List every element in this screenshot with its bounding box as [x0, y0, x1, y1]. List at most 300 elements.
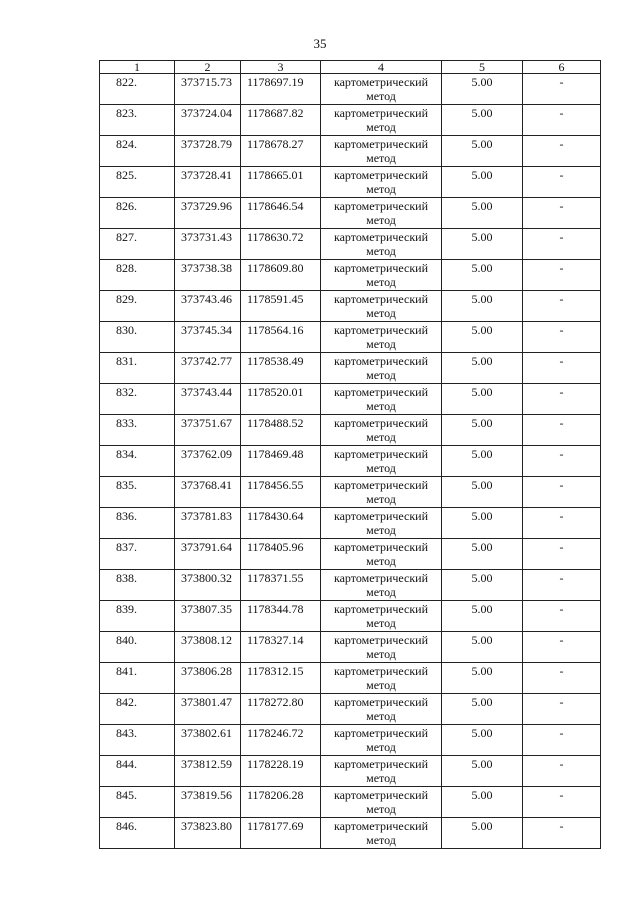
accuracy-cell	[442, 818, 523, 849]
note-cell	[523, 508, 601, 539]
x-coordinate-cell-text: 373781.83	[181, 509, 232, 523]
method-cell-text: картометрический	[333, 168, 429, 182]
method-cell	[321, 415, 442, 446]
note-cell	[523, 446, 601, 477]
point-number-cell-text: 842.	[116, 695, 137, 709]
x-coordinate-cell-text: 373715.73	[181, 75, 232, 89]
accuracy-cell	[442, 570, 523, 601]
accuracy-cell-text: 5.00	[471, 540, 493, 554]
y-coordinate-cell	[241, 508, 321, 539]
y-coordinate-cell-text: 1178646.54	[247, 199, 304, 213]
point-number-cell-text: 830.	[116, 323, 137, 337]
table-row	[100, 477, 601, 508]
y-coordinate-cell	[241, 415, 321, 446]
header-col-2: 2	[175, 61, 241, 74]
x-coordinate-cell-text: 373807.35	[181, 602, 232, 616]
point-number-cell-text: 838.	[116, 571, 137, 585]
note-cell	[523, 229, 601, 260]
method-cell-text: картометрический	[333, 199, 429, 213]
y-coordinate-cell-text: 1178687.82	[247, 106, 304, 120]
x-coordinate-cell	[175, 601, 241, 632]
x-coordinate-cell-text: 373768.41	[181, 478, 232, 492]
point-number-cell-text: 844.	[116, 757, 137, 771]
x-coordinate-cell-text: 373743.44	[181, 385, 232, 399]
point-number-cell	[100, 105, 175, 136]
method-cell-text: метод	[366, 368, 396, 382]
accuracy-cell	[442, 663, 523, 694]
y-coordinate-cell	[241, 570, 321, 601]
x-coordinate-cell	[175, 539, 241, 570]
point-number-cell	[100, 353, 175, 384]
x-coordinate-cell-text: 373812.59	[181, 757, 232, 771]
point-number-cell	[100, 725, 175, 756]
x-coordinate-cell-text: 373801.47	[181, 695, 232, 709]
x-coordinate-cell-text: 373823.80	[181, 819, 232, 833]
x-coordinate-cell	[175, 384, 241, 415]
method-cell	[321, 260, 442, 291]
x-coordinate-cell-text: 373819.56	[181, 788, 232, 802]
x-coordinate-cell	[175, 632, 241, 663]
method-cell-text: картометрический	[333, 323, 429, 337]
method-cell-text: картометрический	[333, 75, 429, 89]
accuracy-cell	[442, 229, 523, 260]
point-number-cell-text: 823.	[116, 106, 137, 120]
method-cell-text: метод	[366, 89, 396, 103]
accuracy-cell	[442, 105, 523, 136]
accuracy-cell	[442, 477, 523, 508]
point-number-cell	[100, 539, 175, 570]
y-coordinate-cell-text: 1178697.19	[247, 75, 304, 89]
x-coordinate-cell	[175, 694, 241, 725]
point-number-cell	[100, 322, 175, 353]
y-coordinate-cell	[241, 446, 321, 477]
x-coordinate-cell	[175, 260, 241, 291]
x-coordinate-cell-text: 373742.77	[181, 354, 232, 368]
table-row	[100, 725, 601, 756]
x-coordinate-cell-text: 373745.34	[181, 323, 232, 337]
note-cell-text: -	[559, 819, 564, 833]
y-coordinate-cell-text: 1178246.72	[247, 726, 304, 740]
y-coordinate-cell-text: 1178272.80	[247, 695, 304, 709]
accuracy-cell	[442, 601, 523, 632]
accuracy-cell-text: 5.00	[471, 478, 493, 492]
accuracy-cell-text: 5.00	[471, 75, 493, 89]
table-row	[100, 756, 601, 787]
note-cell	[523, 694, 601, 725]
point-number-cell	[100, 663, 175, 694]
point-number-cell	[100, 818, 175, 849]
note-cell	[523, 167, 601, 198]
accuracy-cell	[442, 322, 523, 353]
y-coordinate-cell	[241, 539, 321, 570]
accuracy-cell-text: 5.00	[471, 633, 493, 647]
y-coordinate-cell-text: 1178371.55	[247, 571, 304, 585]
y-coordinate-cell	[241, 632, 321, 663]
point-number-cell	[100, 198, 175, 229]
note-cell-text: -	[559, 509, 564, 523]
note-cell	[523, 74, 601, 105]
y-coordinate-cell-text: 1178312.15	[247, 664, 304, 678]
note-cell-text: -	[559, 788, 564, 802]
point-number-cell	[100, 291, 175, 322]
table-row	[100, 291, 601, 322]
header-col-3: 3	[241, 61, 321, 74]
point-number-cell-text: 829.	[116, 292, 137, 306]
point-number-cell-text: 839.	[116, 602, 137, 616]
method-cell-text: метод	[366, 833, 396, 847]
note-cell	[523, 632, 601, 663]
method-cell-text: картометрический	[333, 726, 429, 740]
point-number-cell-text: 833.	[116, 416, 137, 430]
method-cell-text: метод	[366, 802, 396, 816]
coordinates-table	[99, 60, 601, 849]
y-coordinate-cell-text: 1178456.55	[247, 478, 304, 492]
note-cell-text: -	[559, 726, 564, 740]
method-cell-text: картометрический	[333, 819, 429, 833]
y-coordinate-cell-text: 1178488.52	[247, 416, 304, 430]
table-row	[100, 787, 601, 818]
y-coordinate-cell-text: 1178405.96	[247, 540, 304, 554]
method-cell-text: картометрический	[333, 230, 429, 244]
table-body	[100, 74, 601, 849]
point-number-cell	[100, 136, 175, 167]
x-coordinate-cell	[175, 818, 241, 849]
method-cell	[321, 601, 442, 632]
x-coordinate-cell-text: 373731.43	[181, 230, 232, 244]
method-cell	[321, 663, 442, 694]
method-cell-text: метод	[366, 678, 396, 692]
method-cell-text: метод	[366, 647, 396, 661]
x-coordinate-cell	[175, 74, 241, 105]
header-col-1: 1	[100, 61, 175, 74]
y-coordinate-cell	[241, 74, 321, 105]
y-coordinate-cell	[241, 353, 321, 384]
accuracy-cell	[442, 136, 523, 167]
x-coordinate-cell-text: 373802.61	[181, 726, 232, 740]
y-coordinate-cell	[241, 663, 321, 694]
method-cell-text: картометрический	[333, 602, 429, 616]
x-coordinate-cell	[175, 198, 241, 229]
note-cell	[523, 601, 601, 632]
method-cell-text: картометрический	[333, 447, 429, 461]
accuracy-cell	[442, 787, 523, 818]
x-coordinate-cell-text: 373738.38	[181, 261, 232, 275]
method-cell-text: картометрический	[333, 261, 429, 275]
accuracy-cell	[442, 539, 523, 570]
method-cell-text: метод	[366, 554, 396, 568]
method-cell-text: картометрический	[333, 137, 429, 151]
method-cell	[321, 136, 442, 167]
method-cell-text: метод	[366, 306, 396, 320]
method-cell-text: картометрический	[333, 478, 429, 492]
point-number-cell	[100, 508, 175, 539]
method-cell-text: картометрический	[333, 540, 429, 554]
note-cell	[523, 756, 601, 787]
note-cell-text: -	[559, 633, 564, 647]
x-coordinate-cell-text: 373724.04	[181, 106, 232, 120]
point-number-cell	[100, 756, 175, 787]
accuracy-cell-text: 5.00	[471, 819, 493, 833]
y-coordinate-cell	[241, 477, 321, 508]
table-row	[100, 694, 601, 725]
y-coordinate-cell	[241, 601, 321, 632]
note-cell-text: -	[559, 106, 564, 120]
point-number-cell	[100, 260, 175, 291]
table-row	[100, 570, 601, 601]
page-number: 35	[313, 36, 327, 51]
note-cell-text: -	[559, 757, 564, 771]
y-coordinate-cell	[241, 291, 321, 322]
method-cell-text: картометрический	[333, 695, 429, 709]
note-cell-text: -	[559, 168, 564, 182]
y-coordinate-cell-text: 1178665.01	[247, 168, 304, 182]
accuracy-cell-text: 5.00	[471, 416, 493, 430]
y-coordinate-cell-text: 1178469.48	[247, 447, 304, 461]
note-cell-text: -	[559, 199, 564, 213]
point-number-cell-text: 832.	[116, 385, 137, 399]
method-cell	[321, 539, 442, 570]
table-header-row	[100, 61, 601, 74]
accuracy-cell	[442, 291, 523, 322]
method-cell-text: метод	[366, 523, 396, 537]
note-cell	[523, 198, 601, 229]
note-cell-text: -	[559, 261, 564, 275]
method-cell-text: метод	[366, 120, 396, 134]
table-row	[100, 198, 601, 229]
note-cell-text: -	[559, 416, 564, 430]
point-number-cell	[100, 384, 175, 415]
table-row	[100, 508, 601, 539]
x-coordinate-cell	[175, 725, 241, 756]
method-cell	[321, 229, 442, 260]
point-number-cell-text: 836.	[116, 509, 137, 523]
point-number-cell-text: 834.	[116, 447, 137, 461]
note-cell-text: -	[559, 695, 564, 709]
y-coordinate-cell-text: 1178206.28	[247, 788, 304, 802]
method-cell-text: картометрический	[333, 571, 429, 585]
method-cell	[321, 322, 442, 353]
method-cell	[321, 167, 442, 198]
y-coordinate-cell-text: 1178538.49	[247, 354, 304, 368]
method-cell-text: метод	[366, 492, 396, 506]
method-cell-text: метод	[366, 461, 396, 475]
note-cell-text: -	[559, 478, 564, 492]
method-cell-text: метод	[366, 182, 396, 196]
method-cell-text: картометрический	[333, 416, 429, 430]
point-number-cell	[100, 167, 175, 198]
x-coordinate-cell	[175, 477, 241, 508]
accuracy-cell	[442, 74, 523, 105]
table-row	[100, 632, 601, 663]
accuracy-cell-text: 5.00	[471, 788, 493, 802]
table-row	[100, 539, 601, 570]
point-number-cell-text: 822.	[116, 75, 137, 89]
point-number-cell-text: 846.	[116, 819, 137, 833]
note-cell-text: -	[559, 137, 564, 151]
x-coordinate-cell	[175, 167, 241, 198]
accuracy-cell	[442, 756, 523, 787]
method-cell	[321, 198, 442, 229]
y-coordinate-cell-text: 1178228.19	[247, 757, 304, 771]
table-row	[100, 74, 601, 105]
method-cell-text: картометрический	[333, 292, 429, 306]
accuracy-cell-text: 5.00	[471, 385, 493, 399]
x-coordinate-cell	[175, 291, 241, 322]
x-coordinate-cell	[175, 136, 241, 167]
y-coordinate-cell	[241, 260, 321, 291]
accuracy-cell-text: 5.00	[471, 757, 493, 771]
note-cell-text: -	[559, 354, 564, 368]
point-number-cell-text: 826.	[116, 199, 137, 213]
y-coordinate-cell	[241, 694, 321, 725]
x-coordinate-cell-text: 373762.09	[181, 447, 232, 461]
y-coordinate-cell	[241, 167, 321, 198]
method-cell-text: метод	[366, 213, 396, 227]
x-coordinate-cell	[175, 446, 241, 477]
table-row	[100, 260, 601, 291]
accuracy-cell	[442, 508, 523, 539]
x-coordinate-cell	[175, 508, 241, 539]
note-cell	[523, 477, 601, 508]
point-number-cell	[100, 229, 175, 260]
accuracy-cell	[442, 694, 523, 725]
x-coordinate-cell	[175, 756, 241, 787]
table-row	[100, 384, 601, 415]
note-cell-text: -	[559, 385, 564, 399]
method-cell-text: картометрический	[333, 106, 429, 120]
point-number-cell-text: 843.	[116, 726, 137, 740]
note-cell-text: -	[559, 602, 564, 616]
table-row	[100, 136, 601, 167]
note-cell	[523, 415, 601, 446]
method-cell	[321, 105, 442, 136]
header-col-6: 6	[523, 61, 601, 74]
y-coordinate-cell	[241, 136, 321, 167]
x-coordinate-cell	[175, 663, 241, 694]
accuracy-cell	[442, 384, 523, 415]
method-cell	[321, 756, 442, 787]
y-coordinate-cell	[241, 105, 321, 136]
method-cell	[321, 787, 442, 818]
note-cell	[523, 105, 601, 136]
method-cell	[321, 446, 442, 477]
y-coordinate-cell-text: 1178591.45	[247, 292, 304, 306]
method-cell	[321, 570, 442, 601]
x-coordinate-cell	[175, 570, 241, 601]
x-coordinate-cell	[175, 105, 241, 136]
note-cell	[523, 291, 601, 322]
point-number-cell	[100, 632, 175, 663]
point-number-cell-text: 837.	[116, 540, 137, 554]
method-cell	[321, 725, 442, 756]
y-coordinate-cell-text: 1178630.72	[247, 230, 304, 244]
accuracy-cell-text: 5.00	[471, 354, 493, 368]
point-number-cell	[100, 570, 175, 601]
note-cell-text: -	[559, 447, 564, 461]
accuracy-cell-text: 5.00	[471, 323, 493, 337]
accuracy-cell	[442, 415, 523, 446]
x-coordinate-cell	[175, 353, 241, 384]
point-number-cell	[100, 694, 175, 725]
method-cell-text: метод	[366, 151, 396, 165]
point-number-cell	[100, 74, 175, 105]
method-cell	[321, 477, 442, 508]
table-row	[100, 229, 601, 260]
y-coordinate-cell-text: 1178520.01	[247, 385, 304, 399]
point-number-cell-text: 845.	[116, 788, 137, 802]
method-cell-text: метод	[366, 244, 396, 258]
accuracy-cell	[442, 446, 523, 477]
accuracy-cell-text: 5.00	[471, 261, 493, 275]
point-number-cell-text: 835.	[116, 478, 137, 492]
table-row	[100, 818, 601, 849]
y-coordinate-cell-text: 1178678.27	[247, 137, 304, 151]
table-row	[100, 446, 601, 477]
table-row	[100, 167, 601, 198]
method-cell-text: картометрический	[333, 788, 429, 802]
y-coordinate-cell	[241, 756, 321, 787]
table-row	[100, 415, 601, 446]
table-row	[100, 105, 601, 136]
accuracy-cell-text: 5.00	[471, 447, 493, 461]
accuracy-cell	[442, 632, 523, 663]
header-col-5: 5	[442, 61, 523, 74]
y-coordinate-cell-text: 1178177.69	[247, 819, 304, 833]
accuracy-cell	[442, 167, 523, 198]
note-cell-text: -	[559, 664, 564, 678]
note-cell	[523, 725, 601, 756]
y-coordinate-cell-text: 1178327.14	[247, 633, 304, 647]
method-cell-text: картометрический	[333, 509, 429, 523]
method-cell	[321, 694, 442, 725]
note-cell	[523, 322, 601, 353]
accuracy-cell-text: 5.00	[471, 230, 493, 244]
y-coordinate-cell	[241, 787, 321, 818]
point-number-cell	[100, 446, 175, 477]
y-coordinate-cell-text: 1178609.80	[247, 261, 304, 275]
method-cell-text: метод	[366, 399, 396, 413]
y-coordinate-cell-text: 1178564.16	[247, 323, 304, 337]
y-coordinate-cell	[241, 229, 321, 260]
method-cell	[321, 74, 442, 105]
point-number-cell	[100, 477, 175, 508]
accuracy-cell-text: 5.00	[471, 726, 493, 740]
accuracy-cell	[442, 725, 523, 756]
x-coordinate-cell	[175, 229, 241, 260]
method-cell	[321, 384, 442, 415]
x-coordinate-cell-text: 373806.28	[181, 664, 232, 678]
method-cell-text: картометрический	[333, 664, 429, 678]
note-cell	[523, 136, 601, 167]
table-row	[100, 601, 601, 632]
y-coordinate-cell-text: 1178344.78	[247, 602, 304, 616]
x-coordinate-cell-text: 373791.64	[181, 540, 232, 554]
method-cell-text: метод	[366, 616, 396, 630]
point-number-cell	[100, 415, 175, 446]
note-cell-text: -	[559, 571, 564, 585]
point-number-cell-text: 825.	[116, 168, 137, 182]
accuracy-cell-text: 5.00	[471, 664, 493, 678]
method-cell-text: картометрический	[333, 757, 429, 771]
table-row	[100, 322, 601, 353]
y-coordinate-cell	[241, 322, 321, 353]
y-coordinate-cell	[241, 384, 321, 415]
note-cell	[523, 570, 601, 601]
y-coordinate-cell	[241, 725, 321, 756]
accuracy-cell-text: 5.00	[471, 602, 493, 616]
note-cell	[523, 353, 601, 384]
method-cell-text: картометрический	[333, 385, 429, 399]
